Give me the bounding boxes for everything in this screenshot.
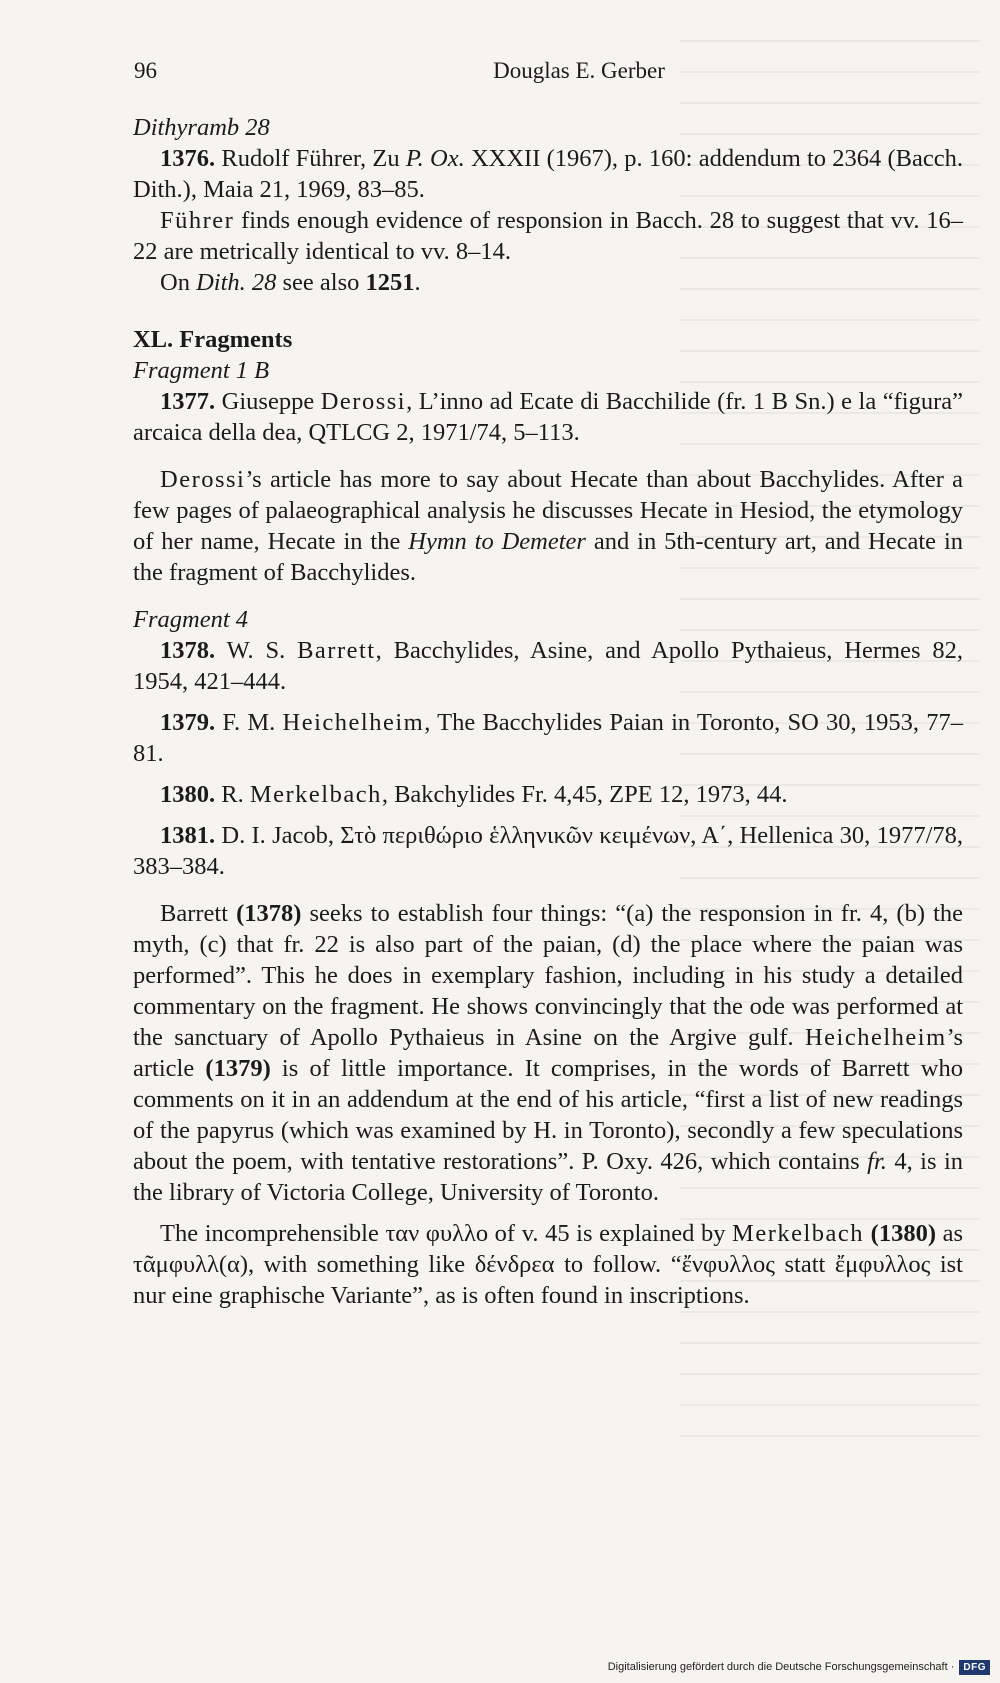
entry-text: R. <box>221 781 250 808</box>
footer-credit: Digitalisierung gefördert durch die Deutsche Forschungsgemeinschaft · <box>607 1661 955 1673</box>
cross-reference: (1378) <box>236 900 302 927</box>
subheading-fragment-4: Fragment 4 <box>133 606 248 633</box>
entry-text: W. S. <box>226 637 298 664</box>
spaced-author-name: Merkelbach <box>249 781 382 808</box>
entry-1380 <box>133 779 963 810</box>
paragraph-text: and in 5th-century art, and Hecate in the fragment of Bacchylides. <box>133 528 964 586</box>
entry-text: F. M. <box>222 709 283 736</box>
subheading-fragment-1b: Fragment 1 B <box>133 357 270 384</box>
entry-text: , The Bacchylides Paian in Toronto, SO 30, 1953, 77–81. <box>133 709 964 767</box>
entry-number: 1381. <box>160 822 216 849</box>
spaced-author-name: Derossi <box>160 466 246 493</box>
paragraph-see-also <box>133 267 963 298</box>
entry-text: , L’inno ad Ecate di Bacchilide (fr. 1 B Sn.) e la “figura” arcaica della dea, QTLCG 2, 1971/74, 5–113. <box>133 388 964 446</box>
entry-number: 1377. <box>160 388 216 415</box>
paragraph-derossi <box>133 464 963 588</box>
spaced-author-name: Führer <box>160 207 235 234</box>
entry-text: Giuseppe <box>221 388 321 415</box>
paragraph-text: as τᾶμφυλλ(α), with something like δένδρεα to follow. “ἔνφυλλος statt ἔμφυλλος ist nur eine graphische Variante”, as is often found in inscriptions. <box>133 1220 963 1309</box>
spaced-author-name: Barrett <box>297 637 376 664</box>
spaced-author-name: Heichelheim <box>804 1024 947 1051</box>
paragraph-text: seeks to establish four things: “(a) the responsion in fr. 4, (b) the myth, (c) that fr. 22 is also part of the paian, (d) the place where the paian was performed”. This he does in exemplary fashion, including in his study a detailed commentary on the fragment. He shows convincingly that the ode was performed at the sanctuary of Apollo Pythaieus in Asine on the Argive gulf. <box>133 900 964 1051</box>
dfg-logo-icon: DFG <box>959 1660 990 1675</box>
author-name: Jacob <box>272 822 328 849</box>
paragraph-text: ’s article has more to say about Hecate than about Bacchylides. After a few pages of palaeographical analysis he discusses Hecate in Hesiod, the etymology of her name, Hecate in the <box>133 466 963 555</box>
running-head-author: Douglas E. Gerber <box>493 58 665 83</box>
entry-text: D. I. <box>221 822 273 849</box>
spaced-author-name: Merkelbach <box>732 1220 865 1247</box>
paragraph-text: is of little importance. It comprises, in the words of Barrett who comments on it in an addendum at the end of his article, “first a list of new readings of the papyrus (which was examined by H. in Toronto), secondly a few speculations about the poem, with tentative restorations”. P. Oxy. 426, which contains <box>133 1055 963 1175</box>
paragraph-text: finds enough evidence of responsion in Bacch. 28 to suggest that vv. 16–22 are metrically identical to vv. 8–14. <box>133 207 963 265</box>
entry-number: 1376. <box>160 145 216 172</box>
entry-italic: P. Ox. <box>405 145 465 172</box>
page-body <box>133 112 963 1311</box>
paragraph-text: 4, is in the library of Victoria College, University of Toronto. <box>133 1148 963 1206</box>
cross-reference: (1379) <box>205 1055 271 1082</box>
entry-number: 1378. <box>160 637 216 664</box>
entry-number: 1379. <box>160 709 216 736</box>
cross-reference: 1251 <box>365 269 415 296</box>
paragraph-text: The incomprehensible ταν φυλλο of v. 45 is explained by <box>160 1220 733 1247</box>
entry-1376 <box>133 143 963 205</box>
paragraph-italic: fr. <box>867 1148 887 1175</box>
paragraph-barrett <box>133 898 963 1208</box>
paragraph-merkelbach <box>133 1218 963 1311</box>
running-head <box>134 58 964 92</box>
entry-text: Rudolf Führer, Zu <box>221 145 406 172</box>
entry-number: 1380. <box>160 781 216 808</box>
entry-1379 <box>133 707 963 769</box>
entry-1381 <box>133 820 963 882</box>
entry-text: , Bacchylides, Asine, and Apollo Pythaieus, Hermes 82, 1954, 421–444. <box>133 637 963 695</box>
entry-text: , Bakchylides Fr. 4,45, ZPE 12, 1973, 44. <box>381 781 788 808</box>
author-name: Barrett <box>160 900 229 927</box>
subheading-dithyramb-28: Dithyramb 28 <box>133 114 270 141</box>
entry-text: XXXII (1967), p. 160: addendum to 2364 (Bacch. Dith.), Maia 21, 1969, 83–85. <box>133 145 964 203</box>
section-heading-fragments: XL. Fragments <box>133 326 293 353</box>
digitization-footer <box>608 1657 990 1677</box>
entry-text: , Στὸ περιθώριο ἑλληνικῶν κειμένων, Α΄, Hellenica 30, 1977/78, 383–384. <box>133 822 964 880</box>
paragraph-text: see also <box>276 269 366 296</box>
entry-1378 <box>133 635 963 697</box>
paragraph-text: On <box>160 269 197 296</box>
entry-1377 <box>133 386 963 448</box>
spaced-author-name: Heichelheim <box>282 709 425 736</box>
paragraph-text: ’s article <box>133 1024 963 1082</box>
paragraph-fuhrer <box>133 205 963 267</box>
spaced-author-name: Derossi <box>320 388 407 415</box>
page-number: 96 <box>134 58 157 83</box>
paragraph-text: . <box>414 269 421 296</box>
paragraph-italic: Hymn to Demeter <box>408 528 586 555</box>
paragraph-italic: Dith. 28 <box>196 269 277 296</box>
cross-reference: (1380) <box>870 1220 936 1247</box>
